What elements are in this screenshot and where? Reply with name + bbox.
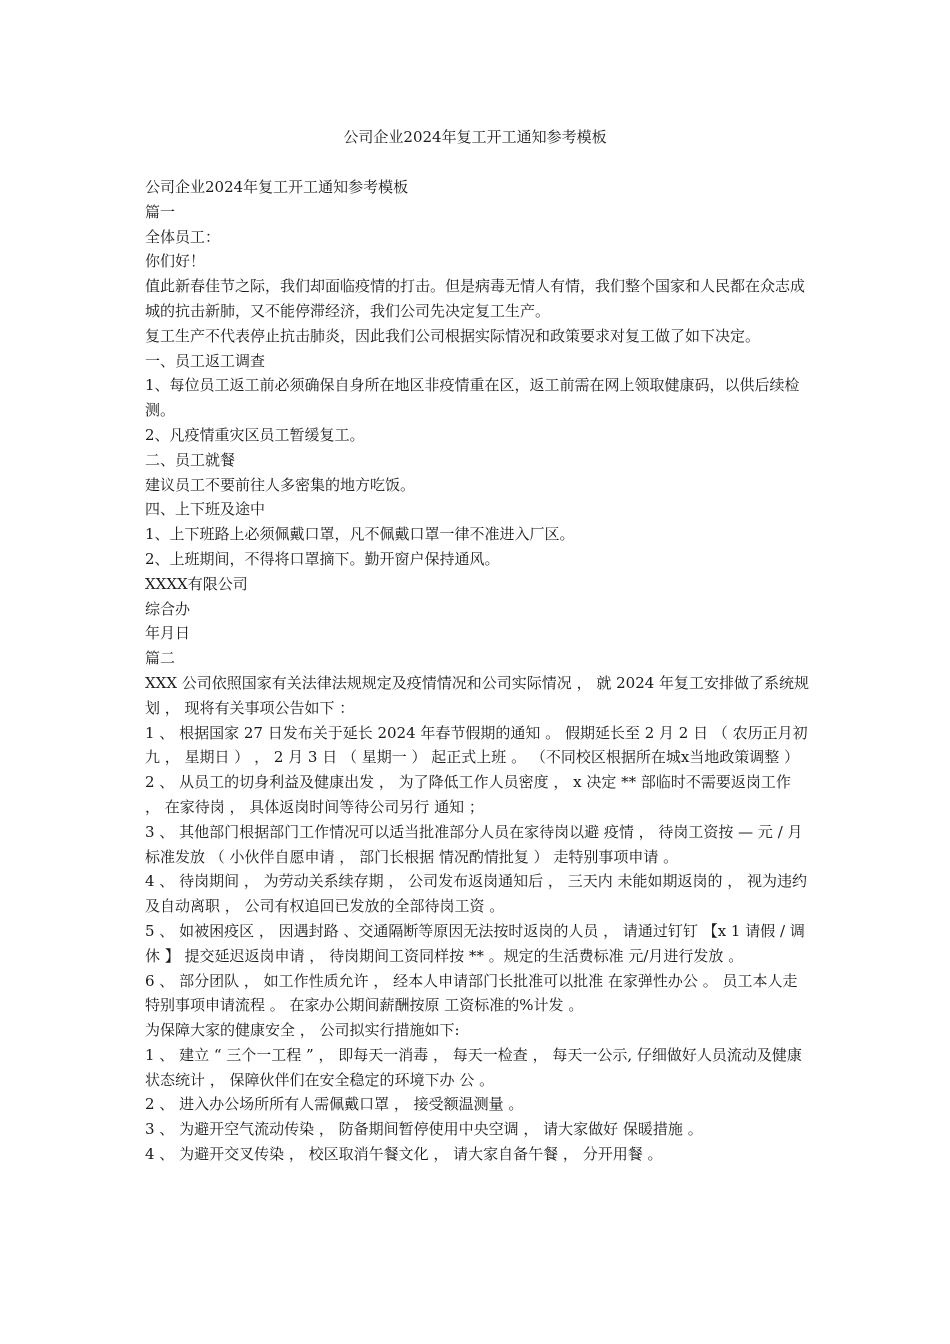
paragraph: 建议员工不要前往人多密集的地方吃饭。 <box>145 475 416 494</box>
paragraph: 2 、 进入办公场所所有人需佩戴口罩 ， 接受额温测量 。 <box>145 1095 524 1114</box>
paragraph: XXX 公司依照国家有关法律法规规定及疫情情况和公司实际情况 ， 就 2024 年复工安排做了系统规划 ， 现将有关事项公告如下 ： <box>145 673 810 717</box>
paragraph: 篇二 <box>145 649 176 668</box>
paragraph: 2 、 从员工的切身利益及健康出发 ， 为了降低工作人员密度 ， x 决定 ** 部临时不需要返岗工作 ， 在家待岗 ， 具体返岗时间等待公司另行 通知 ； <box>145 773 796 816</box>
paragraph: 6 、 部分团队 ， 如工作性质允许 ， 经本人申请部门长批准可以批准 在家弹性办公 。 员工本人走特别事项申请流程 。 在家办公期间薪酬按原 工资标准的%计发 。 <box>145 971 798 1015</box>
paragraph: 综合办 <box>145 599 191 618</box>
paragraph: 3 、 其他部门根据部门工作情况可以适当批准部分人员在家待岗以避 疫情 ， 待岗工资按 — 元 / 月标准发放 （ 小伙伴自愿申请 ， 部门长根据 情况酌情批复 ） 走特别事项申请 。 <box>145 822 803 866</box>
paragraph: 一、员工返工调查 <box>145 351 266 370</box>
paragraph: 公司企业2024年复工开工通知参考模板 <box>145 178 409 196</box>
paragraph: 四、上下班及途中 <box>145 500 266 519</box>
paragraph: 1、上下班路上必须佩戴口罩，凡不佩戴口罩一律不准进入厂区。 <box>145 525 575 544</box>
paragraph: 2、凡疫情重灾区员工暂缓复工。 <box>145 425 365 444</box>
paragraph: 3 、 为避开空气流动传染 ， 防备期间暂停使用中央空调 ， 请大家做好 保暖措施 。 <box>145 1120 703 1139</box>
paragraph: 全体员工： <box>145 227 221 246</box>
paragraph: 为保障大家的健康安全 ， 公司拟实行措施如下: <box>145 1021 460 1040</box>
paragraph: 复工生产不代表停止抗击肺炎，因此我们公司根据实际情况和政策要求对复工做了如下决定。 <box>145 326 761 345</box>
paragraph: 4 、 待岗期间 ， 为劳动关系续存期 ， 公司发布返岗通知后 ， 三天内 未能如期返岗的 ， 视为违约及自动离职 ， 公司有权追回已发放的全部待岗工资 。 <box>145 872 807 916</box>
paragraph: 4 、 为避开交叉传染 ， 校区取消午餐文化 ， 请大家自备午餐 ， 分开用餐 。 <box>145 1145 663 1164</box>
page-title: 公司企业2024年复工开工通知参考模板 <box>343 128 607 146</box>
document-body <box>145 175 810 1167</box>
paragraph: 1 、 建立 “ 三个一工程 ” ， 即每天一消毒 ， 每天一检查 ， 每天一公示, 仔细做好人员流动及健康状态统计 ， 保障伙伴们在安全稳定的环境下办 公 。 <box>145 1045 802 1089</box>
paragraph: XXXX有限公司 <box>145 574 248 593</box>
paragraph: 1 、 根据国家 27 日发布关于延长 2024 年春节假期的通知 。 假期延长至 2 月 2 日 （ 农历正月初九 ， 星期日 ） ， 2 月 3 日 （ 星期一 ） 起正式上班 。 （不同校区根据所在城x当地政策调整 ） <box>145 723 808 767</box>
paragraph: 5 、 如被困疫区 ， 因遇封路 、交通隔断等原因无法按时返岗的人员 ， 请通过钉钉 【x 1 请假 / 调休 】 提交延迟返岗申请 ， 待岗期间工资同样按 ** 。规定的生活费标准 元/月进行发放 。 <box>145 921 805 965</box>
paragraph: 二、员工就餐 <box>145 450 236 469</box>
paragraph: 你们好！ <box>145 252 206 271</box>
paragraph: 值此新春佳节之际，我们却面临疫情的打击。但是病毒无情人有情，我们整个国家和人民都在众志成城的抗击新肺，又不能停滞经济，我们公司先决定复工生产。 <box>145 277 806 320</box>
paragraph: 篇一 <box>145 202 176 221</box>
paragraph: 年月日 <box>145 624 191 643</box>
paragraph: 2、上班期间，不得将口罩摘下。勤开窗户保持通风。 <box>145 549 500 568</box>
paragraph: 1、每位员工返工前必须确保自身所在地区非疫情重在区，返工前需在网上领取健康码，以供后续检测。 <box>145 376 800 420</box>
